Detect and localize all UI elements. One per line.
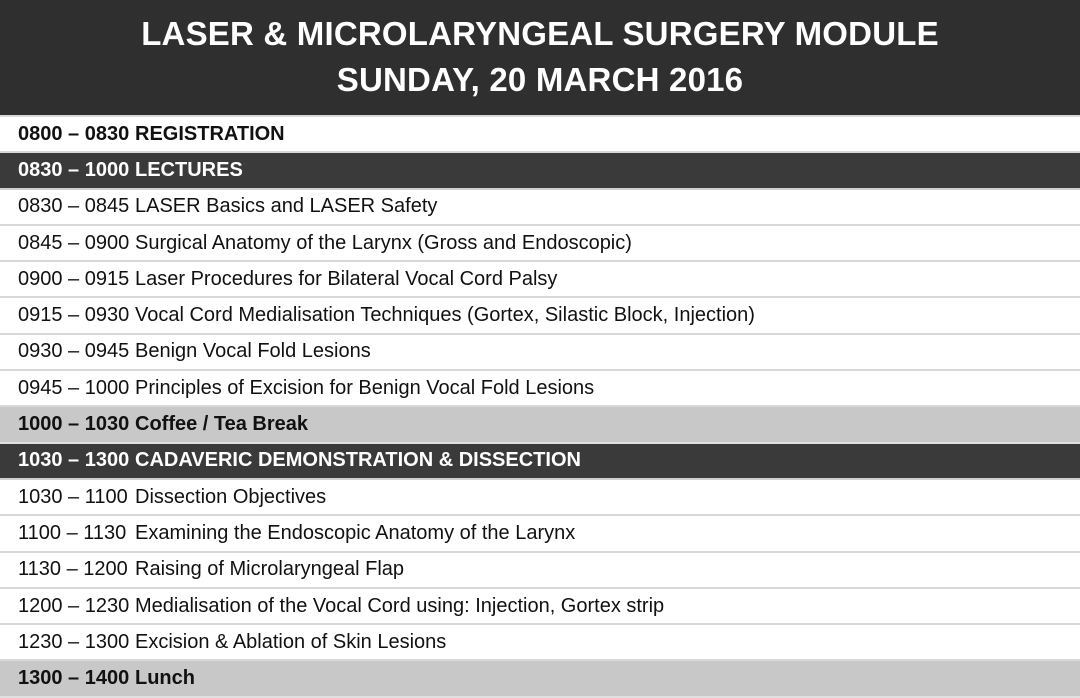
- row-time: 1130 – 1200: [18, 558, 128, 581]
- row-title: Medialisation of the Vocal Cord using: Injection, Gortex strip: [135, 594, 665, 617]
- row-time: 0915 – 0930: [18, 304, 130, 327]
- row-time: 0930 – 0945: [18, 340, 130, 363]
- row-title: Surgical Anatomy of the Larynx (Gross and Endoscopic): [135, 231, 632, 254]
- row-time: 0800 – 0830: [18, 122, 130, 145]
- row-time: 1000 – 1030: [18, 413, 130, 436]
- row-time: 1300 – 1400: [18, 667, 130, 690]
- schedule-row: [0, 553, 1080, 589]
- row-time: 1030 – 1300: [18, 449, 130, 472]
- row-title: Coffee / Tea Break: [135, 413, 309, 436]
- row-time: 0830 – 1000: [18, 158, 130, 181]
- schedule-row: [0, 262, 1080, 298]
- row-title: Dissection Objectives: [135, 485, 327, 508]
- schedule-row: [0, 407, 1080, 443]
- schedule-row: [0, 516, 1080, 552]
- schedule-row: [0, 190, 1080, 226]
- schedule-header: [0, 0, 1080, 115]
- row-time: 1030 – 1100: [18, 485, 128, 508]
- row-title: Principles of Excision for Benign Vocal Fold Lesions: [135, 376, 595, 399]
- schedule-row: [0, 661, 1080, 697]
- schedule-row: [0, 625, 1080, 661]
- schedule-row: [0, 480, 1080, 516]
- schedule-row: [0, 589, 1080, 625]
- schedule-row: [0, 298, 1080, 334]
- row-time: 0900 – 0915: [18, 267, 130, 290]
- row-title: CADAVERIC DEMONSTRATION & DISSECTION: [135, 449, 581, 472]
- row-title: Laser Procedures for Bilateral Vocal Cord Palsy: [135, 267, 558, 290]
- schedule-row: [0, 371, 1080, 407]
- row-title: LASER Basics and LASER Safety: [135, 195, 438, 218]
- schedule-row: [0, 335, 1080, 371]
- row-time: 1100 – 1130: [18, 521, 127, 544]
- schedule-row: [0, 153, 1080, 189]
- row-time: 1200 – 1230: [18, 594, 130, 617]
- row-title: Raising of Microlaryngeal Flap: [135, 558, 405, 581]
- row-time: 0945 – 1000: [18, 376, 130, 399]
- row-time: 0830 – 0845: [18, 195, 130, 218]
- row-title: Excision & Ablation of Skin Lesions: [135, 630, 447, 653]
- module-title: LASER & MICROLARYNGEAL SURGERY MODULE: [141, 15, 939, 52]
- row-time: 1230 – 1300: [18, 630, 130, 653]
- schedule-row: [0, 226, 1080, 262]
- row-time: 0845 – 0900: [18, 231, 130, 254]
- row-title: REGISTRATION: [135, 122, 285, 145]
- row-title: Examining the Endoscopic Anatomy of the Larynx: [135, 521, 576, 544]
- module-date: SUNDAY, 20 MARCH 2016: [336, 61, 744, 98]
- schedule-row: [0, 444, 1080, 480]
- row-title: Vocal Cord Medialisation Techniques (Gortex, Silastic Block, Injection): [135, 304, 755, 327]
- row-title: Benign Vocal Fold Lesions: [135, 340, 371, 363]
- schedule-table: [0, 115, 1080, 698]
- row-title: Lunch: [135, 667, 195, 690]
- schedule-row: [0, 117, 1080, 153]
- row-title: LECTURES: [135, 158, 243, 181]
